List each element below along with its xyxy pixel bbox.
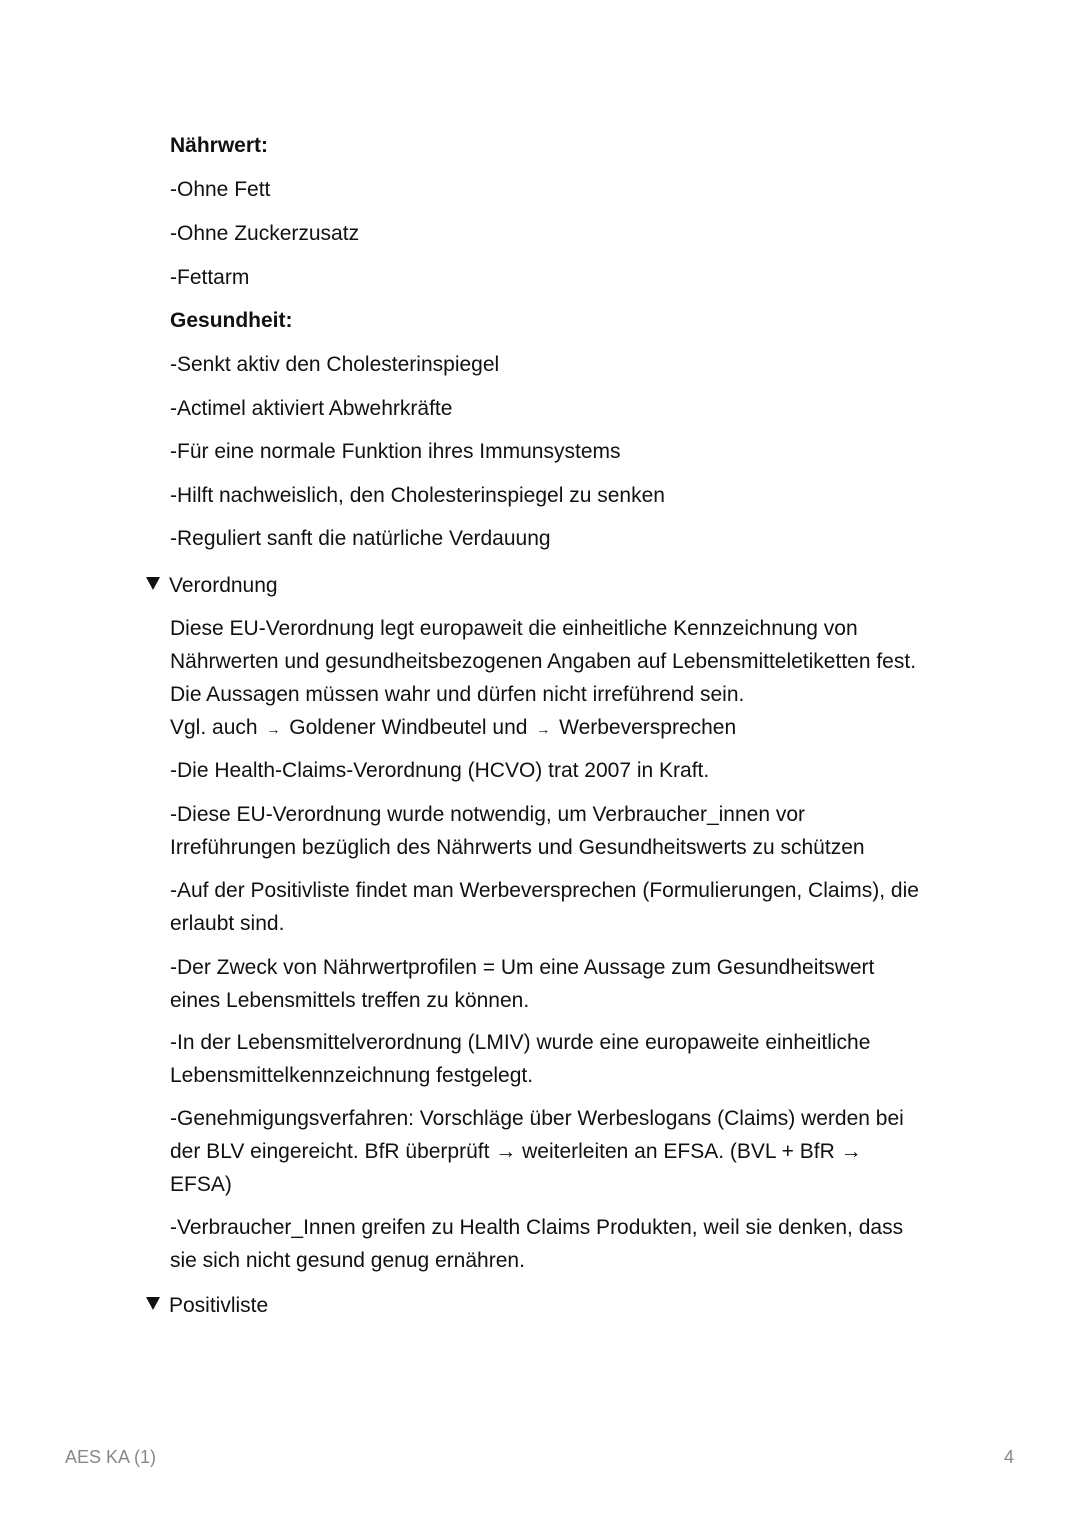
verordnung-point (170, 1211, 960, 1277)
gesundheit-item: -Hilft nachweislich, den Cholesterinspiegel zu senken (170, 484, 665, 507)
verordnung-point (170, 1102, 960, 1201)
intro-line: Nährwerten und gesundheitsbezogenen Angaben auf Lebensmitteletiketten fest. (170, 650, 917, 673)
gesundheit-item: -Actimel aktiviert Abwehrkräfte (170, 397, 453, 420)
gesundheit-heading: Gesundheit: (170, 309, 293, 332)
point-line: -Genehmigungsverfahren: Vorschläge über Werbeslogans (Claims) werden bei (170, 1107, 904, 1130)
gesundheit-item: -Für eine normale Funktion ihres Immunsystems (170, 440, 621, 463)
triangle-down-icon (146, 577, 160, 590)
naehrwert-item: -Ohne Fett (170, 178, 271, 201)
intro-line: Die Aussagen müssen wahr und dürfen nicht irreführend sein. (170, 683, 745, 706)
link-werbeversprechen[interactable]: Werbeversprechen (559, 716, 737, 739)
point-line: eines Lebensmittels treffen zu können. (170, 989, 530, 1012)
footer-page-number: 4 (1004, 1447, 1015, 1467)
point-line: -In der Lebensmittelverordnung (LMIV) wurde eine europaweite einheitliche (170, 1031, 871, 1054)
arrow-right-icon: → (536, 721, 551, 737)
point-line: -Diese EU-Verordnung wurde notwendig, um Verbraucher_innen vor (170, 803, 806, 826)
verordnung-intro (170, 612, 960, 746)
point-line: -Die Health-Claims-Verordnung (HCVO) trat 2007 in Kraft. (170, 759, 710, 782)
verordnung-point (170, 951, 960, 1017)
verordnung-toggle-label: Verordnung (169, 574, 278, 597)
verordnung-point (170, 874, 960, 940)
point-line: -Der Zweck von Nährwertprofilen = Um eine Aussage zum Gesundheitswert (170, 956, 875, 979)
verordnung-toggle[interactable] (146, 569, 278, 602)
gesundheit-item: -Senkt aktiv den Cholesterinspiegel (170, 353, 500, 376)
verordnung-point (170, 1026, 960, 1092)
point-line: Lebensmittelkennzeichnung festgelegt. (170, 1064, 534, 1087)
footer-document-title: AES KA (1) (65, 1447, 157, 1467)
arrow-right-icon: → (266, 721, 281, 737)
naehrwert-item: -Ohne Zuckerzusatz (170, 222, 360, 245)
naehrwert-item: -Fettarm (170, 266, 250, 289)
triangle-down-icon (146, 1297, 160, 1310)
see-also-joiner: und (492, 716, 528, 739)
positivliste-toggle[interactable] (146, 1289, 268, 1322)
point-line: -Verbraucher_Innen greifen zu Health Claims Produkten, weil sie denken, dass (170, 1216, 904, 1239)
intro-see-also (170, 711, 960, 746)
point-line: erlaubt sind. (170, 912, 285, 935)
point-line: der BLV eingereicht. BfR überprüft → weiterleiten an EFSA. (BVL + BfR → (170, 1140, 862, 1163)
naehrwert-heading: Nährwert: (170, 134, 269, 157)
point-line: -Auf der Positivliste findet man Werbeversprechen (Formulierungen, Claims), die (170, 879, 919, 902)
see-also-prefix: Vgl. auch (170, 716, 258, 739)
intro-line: Diese EU-Verordnung legt europaweit die einheitliche Kennzeichnung von (170, 617, 858, 640)
positivliste-toggle-label: Positivliste (169, 1294, 269, 1317)
verordnung-point (170, 798, 960, 864)
gesundheit-item: -Reguliert sanft die natürliche Verdauung (170, 527, 551, 550)
link-goldener-windbeutel[interactable]: Goldener Windbeutel (289, 716, 487, 739)
verordnung-point (170, 754, 960, 787)
point-line: Irreführungen bezüglich des Nährwerts und Gesundheitswerts zu schützen (170, 836, 865, 859)
point-line: EFSA) (170, 1173, 232, 1196)
point-line: sie sich nicht gesund genug ernähren. (170, 1249, 525, 1272)
